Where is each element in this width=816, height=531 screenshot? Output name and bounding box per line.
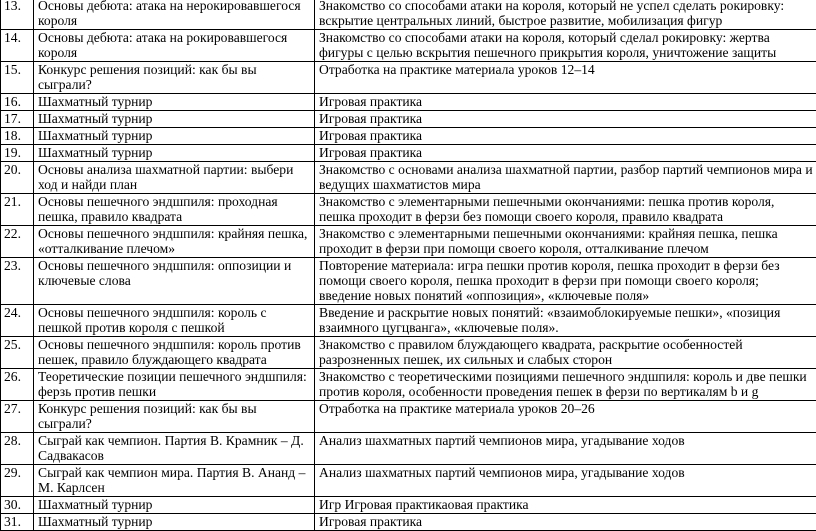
- lesson-topic: Основы дебюта: атака на рокировавшегося короля: [34, 30, 315, 62]
- table-row: [1, 433, 816, 465]
- table-row: [1, 369, 816, 401]
- lesson-topic: Шахматный турнир: [34, 94, 315, 111]
- lesson-number: 19.: [1, 145, 34, 162]
- table-row: [1, 305, 816, 337]
- lesson-description: Анализ шахматных партий чемпионов мира, угадывание ходов: [315, 433, 816, 465]
- lesson-number: 20.: [1, 162, 34, 194]
- lesson-number: 24.: [1, 305, 34, 337]
- table-row: [1, 128, 816, 145]
- lesson-description: Знакомство с элементарными пешечными окончаниями: пешка против короля, пешка проходит в ферзи без помощи своего короля, правило квадрата: [315, 194, 816, 226]
- table-row: [1, 62, 816, 94]
- lesson-description: Знакомство с основами анализа шахматной партии, разбор партий чемпионов мира и ведущих шахматистов мира: [315, 162, 816, 194]
- lesson-number: 21.: [1, 194, 34, 226]
- lesson-number: 16.: [1, 94, 34, 111]
- lesson-description: Игровая практика: [315, 128, 816, 145]
- table-row: [1, 337, 816, 369]
- lesson-number: 30.: [1, 497, 34, 514]
- table-row: [1, 30, 816, 62]
- lesson-topic: Конкурс решения позиций: как бы вы сыграли?: [34, 401, 315, 433]
- lesson-number: 31.: [1, 514, 34, 531]
- lesson-number: 27.: [1, 401, 34, 433]
- lesson-description: Введение и раскрытие новых понятий: «взаимоблокируемые пешки», «позиция взаимного цугцванга», «ключевые поля».: [315, 305, 816, 337]
- lesson-description: Отработка на практике материала уроков 20–26: [315, 401, 816, 433]
- lesson-number: 25.: [1, 337, 34, 369]
- lesson-description: Игровая практика: [315, 94, 816, 111]
- table-row: [1, 162, 816, 194]
- lesson-number: 17.: [1, 111, 34, 128]
- lesson-topic: Основы пешечного эндшпиля: король против пешек, правило блуждающего квадрата: [34, 337, 315, 369]
- lesson-number: 23.: [1, 258, 34, 305]
- lesson-topic: Шахматный турнир: [34, 128, 315, 145]
- lesson-description: Знакомство с элементарными пешечными окончаниями: крайняя пешка, пешка проходит в ферзи при помощи своего короля, отталкивание плечом: [315, 226, 816, 258]
- table-row: [1, 111, 816, 128]
- lesson-description: Анализ шахматных партий чемпионов мира, угадывание ходов: [315, 465, 816, 497]
- table-row: [1, 465, 816, 497]
- lesson-topic: Основы пешечного эндшпиля: оппозиции и ключевые слова: [34, 258, 315, 305]
- table-row: [1, 226, 816, 258]
- lesson-topic: Основы пешечного эндшпиля: король с пешкой против короля с пешкой: [34, 305, 315, 337]
- lesson-description: Игр Игровая практикаовая практика: [315, 497, 816, 514]
- table-row: [1, 0, 816, 30]
- lesson-description: Отработка на практике материала уроков 12–14: [315, 62, 816, 94]
- table-row: [1, 401, 816, 433]
- lesson-topic: Основы пешечного эндшпиля: крайняя пешка, «отталкивание плечом»: [34, 226, 315, 258]
- lesson-topic: Теоретические позиции пешечного эндшпиля: ферзь против пешки: [34, 369, 315, 401]
- lesson-topic: Основы пешечного эндшпиля: проходная пешка, правило квадрата: [34, 194, 315, 226]
- lesson-number: 13.: [1, 0, 34, 30]
- table-row: [1, 514, 816, 531]
- lesson-number: 15.: [1, 62, 34, 94]
- lesson-number: 28.: [1, 433, 34, 465]
- lesson-number: 29.: [1, 465, 34, 497]
- lesson-topic: Основы анализа шахматной партии: выбери ход и найди план: [34, 162, 315, 194]
- table-row: [1, 258, 816, 305]
- lesson-topic: Шахматный турнир: [34, 111, 315, 128]
- lesson-number: 22.: [1, 226, 34, 258]
- lesson-description: Игровая практика: [315, 145, 816, 162]
- table-row: [1, 145, 816, 162]
- table-row: [1, 497, 816, 514]
- lesson-topic: Основы дебюта: атака на нерокировавшегося короля: [34, 0, 315, 30]
- lesson-topic: Сыграй как чемпион. Партия В. Крамник – Д. Садвакасов: [34, 433, 315, 465]
- lesson-number: 14.: [1, 30, 34, 62]
- lesson-description: Повторение материала: игра пешки против короля, пешка проходит в ферзи без помощи своего короля, пешка проходит в ферзи при помощи своего короля; введение новых понятий «оппозиция», «ключевые поля»: [315, 258, 816, 305]
- lesson-description: Игровая практика: [315, 514, 816, 531]
- table-row: [1, 194, 816, 226]
- lesson-number: 26.: [1, 369, 34, 401]
- table-row: [1, 94, 816, 111]
- lesson-topic: Сыграй как чемпион мира. Партия В. Ананд – М. Карлсен: [34, 465, 315, 497]
- lesson-topic: Конкурс решения позиций: как бы вы сыграли?: [34, 62, 315, 94]
- lesson-description: Знакомство со способами атаки на короля, который сделал рокировку: жертва фигуры с целью вскрытия пешечного прикрытия короля, уничтожение защиты: [315, 30, 816, 62]
- lesson-description: Знакомство с теоретическими позициями пешечного эндшпиля: король и две пешки против короля, особенности проведения пешек в ферзи по вертикалям b и g: [315, 369, 816, 401]
- lesson-description: Знакомство со способами атаки на короля, который не успел сделать рокировку: вскрытие центральных линий, быстрое развитие, мобилизация фигур: [315, 0, 816, 30]
- lesson-topic: Шахматный турнир: [34, 514, 315, 531]
- lesson-topic: Шахматный турнир: [34, 497, 315, 514]
- lesson-description: Знакомство с правилом блуждающего квадрата, раскрытие особенностей разрозненных пешек, их сильных и слабых сторон: [315, 337, 816, 369]
- lesson-topic: Шахматный турнир: [34, 145, 315, 162]
- lesson-description: Игровая практика: [315, 111, 816, 128]
- lesson-number: 18.: [1, 128, 34, 145]
